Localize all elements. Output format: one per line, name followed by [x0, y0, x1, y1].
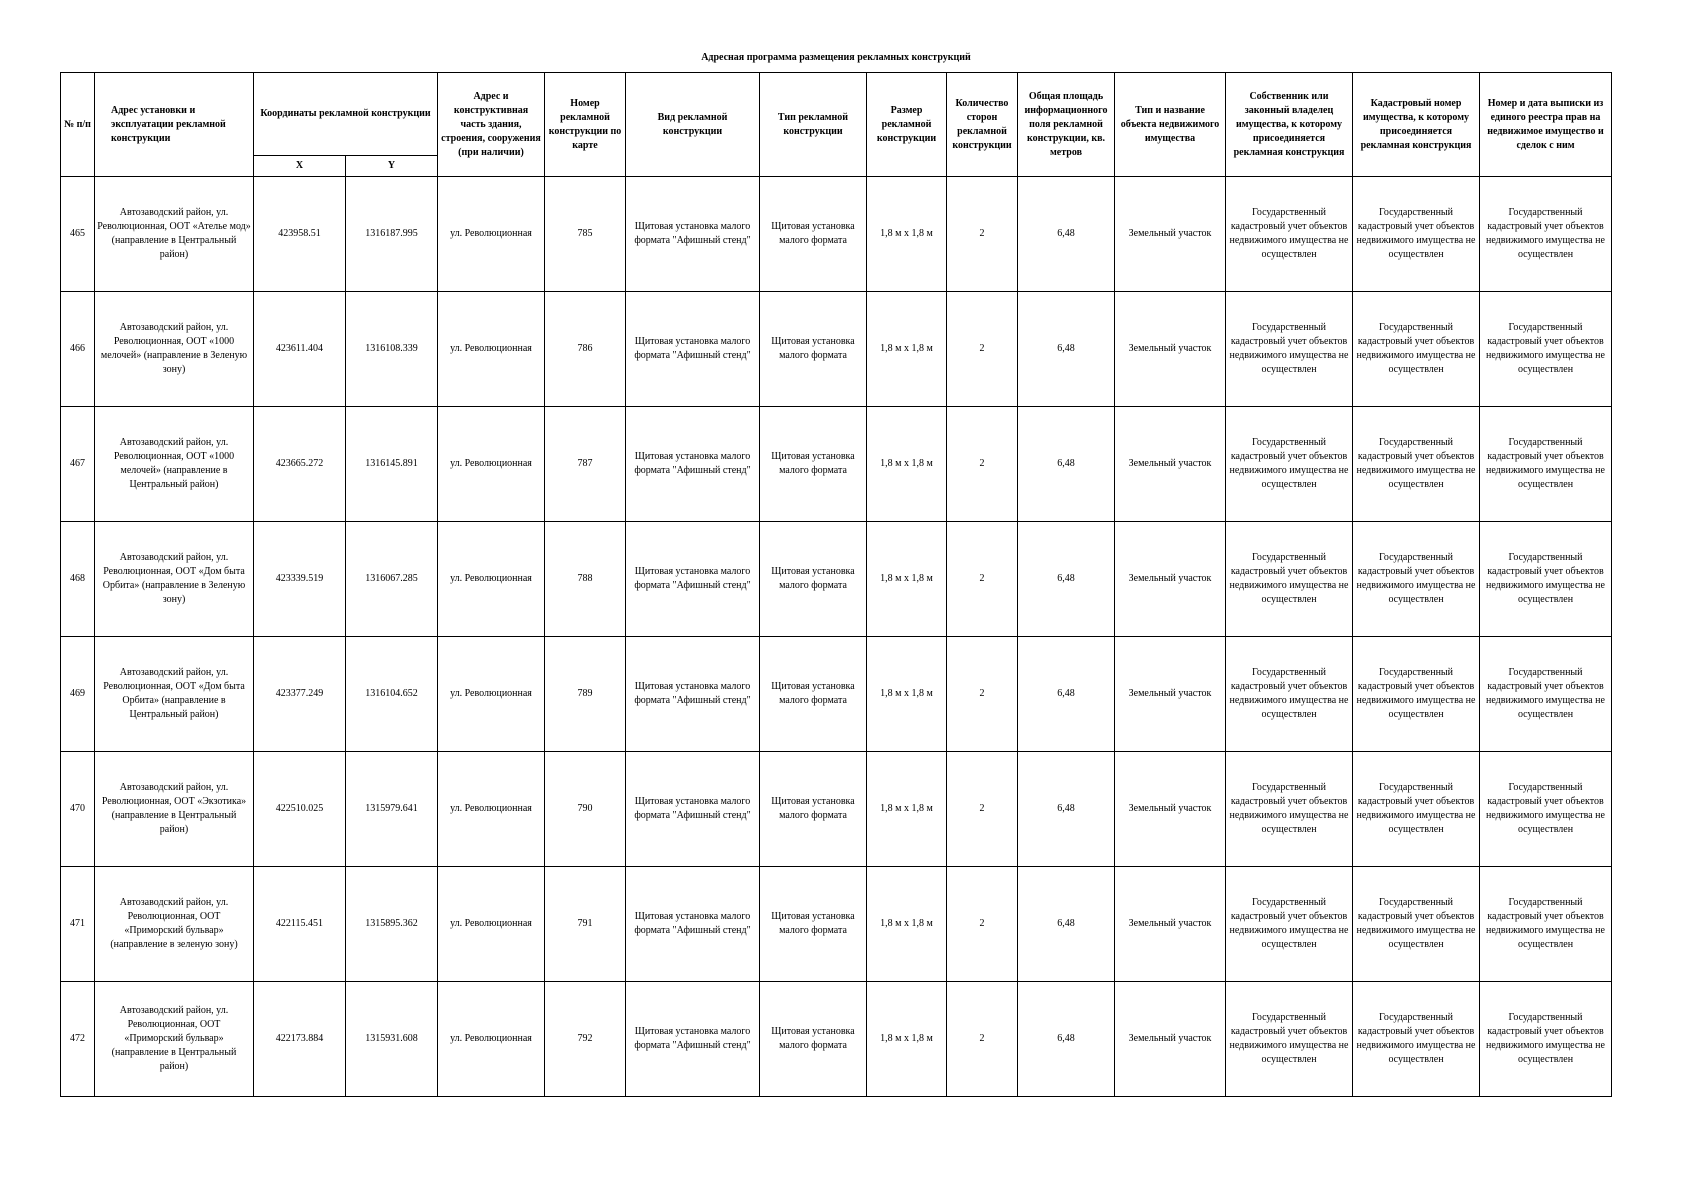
cell-part: ул. Революционная [438, 867, 545, 982]
header-property-type: Тип и название объекта недвижимого имущества [1115, 73, 1226, 177]
cell-owner: Государственный кадастровый учет объектов недвижимого имущества не осуществлен [1226, 522, 1353, 637]
cell-registry: Государственный кадастровый учет объектов недвижимого имущества не осуществлен [1480, 522, 1612, 637]
cell-kind: Щитовая установка малого формата "Афишный стенд" [626, 177, 760, 292]
cell-owner: Государственный кадастровый учет объектов недвижимого имущества не осуществлен [1226, 867, 1353, 982]
cell-coord-x: 422173.884 [254, 982, 346, 1097]
table-row [61, 522, 1612, 637]
cell-area: 6,48 [1018, 752, 1115, 867]
cell-size: 1,8 м х 1,8 м [867, 637, 947, 752]
cell-registry: Государственный кадастровый учет объектов недвижимого имущества не осуществлен [1480, 982, 1612, 1097]
header-num: № п/п [61, 73, 95, 177]
header-map-num: Номер рекламной конструкции по карте [545, 73, 626, 177]
table-row [61, 637, 1612, 752]
cell-type: Щитовая установка малого формата [760, 982, 867, 1097]
cell-cadastral: Государственный кадастровый учет объектов недвижимого имущества не осуществлен [1353, 292, 1480, 407]
cell-type: Щитовая установка малого формата [760, 522, 867, 637]
cell-num: 465 [61, 177, 95, 292]
cell-coord-x: 423665.272 [254, 407, 346, 522]
cell-area: 6,48 [1018, 982, 1115, 1097]
cell-cadastral: Государственный кадастровый учет объектов недвижимого имущества не осуществлен [1353, 407, 1480, 522]
cell-owner: Государственный кадастровый учет объектов недвижимого имущества не осуществлен [1226, 752, 1353, 867]
cell-owner: Государственный кадастровый учет объектов недвижимого имущества не осуществлен [1226, 407, 1353, 522]
cell-num: 468 [61, 522, 95, 637]
advertising-program-table [60, 72, 1612, 1097]
cell-coord-y: 1316145.891 [346, 407, 438, 522]
cell-size: 1,8 м х 1,8 м [867, 177, 947, 292]
header-type: Тип рекламной конструкции [760, 73, 867, 177]
cell-kind: Щитовая установка малого формата "Афишный стенд" [626, 407, 760, 522]
cell-cadastral: Государственный кадастровый учет объектов недвижимого имущества не осуществлен [1353, 522, 1480, 637]
cell-map-num: 789 [545, 637, 626, 752]
cell-address: Автозаводский район, ул. Революционная, ООТ «Дом быта Орбита» (направление в Центральный район) [95, 637, 254, 752]
cell-kind: Щитовая установка малого формата "Афишный стенд" [626, 637, 760, 752]
cell-sides: 2 [947, 407, 1018, 522]
cell-owner: Государственный кадастровый учет объектов недвижимого имущества не осуществлен [1226, 177, 1353, 292]
cell-cadastral: Государственный кадастровый учет объектов недвижимого имущества не осуществлен [1353, 637, 1480, 752]
cell-num: 471 [61, 867, 95, 982]
cell-size: 1,8 м х 1,8 м [867, 407, 947, 522]
table-row [61, 752, 1612, 867]
cell-coord-y: 1316108.339 [346, 292, 438, 407]
cell-cadastral: Государственный кадастровый учет объектов недвижимого имущества не осуществлен [1353, 752, 1480, 867]
header-coord-x: X [254, 156, 346, 177]
cell-map-num: 788 [545, 522, 626, 637]
table-header [61, 73, 1612, 177]
cell-kind: Щитовая установка малого формата "Афишный стенд" [626, 867, 760, 982]
header-coords: Координаты рекламной конструкции [254, 73, 438, 156]
cell-property-type: Земельный участок [1115, 867, 1226, 982]
cell-part: ул. Революционная [438, 522, 545, 637]
cell-map-num: 786 [545, 292, 626, 407]
cell-part: ул. Революционная [438, 637, 545, 752]
cell-map-num: 785 [545, 177, 626, 292]
cell-sides: 2 [947, 637, 1018, 752]
header-cadastral: Кадастровый номер имущества, к которому присоединяется рекламная конструкция [1353, 73, 1480, 177]
cell-num: 472 [61, 982, 95, 1097]
cell-coord-y: 1316187.995 [346, 177, 438, 292]
cell-area: 6,48 [1018, 522, 1115, 637]
cell-property-type: Земельный участок [1115, 177, 1226, 292]
cell-owner: Государственный кадастровый учет объектов недвижимого имущества не осуществлен [1226, 292, 1353, 407]
table-row [61, 177, 1612, 292]
cell-size: 1,8 м х 1,8 м [867, 522, 947, 637]
cell-kind: Щитовая установка малого формата "Афишный стенд" [626, 522, 760, 637]
cell-num: 470 [61, 752, 95, 867]
cell-sides: 2 [947, 752, 1018, 867]
cell-part: ул. Революционная [438, 292, 545, 407]
cell-coord-y: 1315895.362 [346, 867, 438, 982]
cell-address: Автозаводский район, ул. Революционная, ООТ «Экзотика» (направление в Центральный район) [95, 752, 254, 867]
cell-type: Щитовая установка малого формата [760, 752, 867, 867]
cell-property-type: Земельный участок [1115, 407, 1226, 522]
cell-registry: Государственный кадастровый учет объектов недвижимого имущества не осуществлен [1480, 867, 1612, 982]
cell-part: ул. Революционная [438, 177, 545, 292]
cell-cadastral: Государственный кадастровый учет объектов недвижимого имущества не осуществлен [1353, 867, 1480, 982]
cell-part: ул. Революционная [438, 982, 545, 1097]
cell-coord-x: 423958.51 [254, 177, 346, 292]
cell-area: 6,48 [1018, 292, 1115, 407]
cell-address: Автозаводский район, ул. Революционная, ООТ «1000 мелочей» (направление в Центральный район) [95, 407, 254, 522]
cell-map-num: 790 [545, 752, 626, 867]
cell-owner: Государственный кадастровый учет объектов недвижимого имущества не осуществлен [1226, 637, 1353, 752]
cell-property-type: Земельный участок [1115, 982, 1226, 1097]
cell-registry: Государственный кадастровый учет объектов недвижимого имущества не осуществлен [1480, 177, 1612, 292]
cell-registry: Государственный кадастровый учет объектов недвижимого имущества не осуществлен [1480, 637, 1612, 752]
cell-part: ул. Революционная [438, 752, 545, 867]
cell-type: Щитовая установка малого формата [760, 407, 867, 522]
cell-coord-y: 1316067.285 [346, 522, 438, 637]
cell-address: Автозаводский район, ул. Революционная, ООТ «1000 мелочей» (направление в Зеленую зону) [95, 292, 254, 407]
header-owner: Собственник или законный владелец имущества, к которому присоединяется рекламная конструкция [1226, 73, 1353, 177]
cell-type: Щитовая установка малого формата [760, 637, 867, 752]
cell-address: Автозаводский район, ул. Революционная, ООТ «Ателье мод» (направление в Центральный район) [95, 177, 254, 292]
cell-map-num: 792 [545, 982, 626, 1097]
cell-kind: Щитовая установка малого формата "Афишный стенд" [626, 752, 760, 867]
cell-coord-x: 423377.249 [254, 637, 346, 752]
cell-address: Автозаводский район, ул. Революционная, ООТ «Приморский бульвар» (направление в Центральный район) [95, 982, 254, 1097]
cell-coord-x: 423339.519 [254, 522, 346, 637]
header-area: Общая площадь информационного поля рекламной конструкции, кв. метров [1018, 73, 1115, 177]
cell-property-type: Земельный участок [1115, 752, 1226, 867]
cell-coord-x: 422510.025 [254, 752, 346, 867]
cell-registry: Государственный кадастровый учет объектов недвижимого имущества не осуществлен [1480, 752, 1612, 867]
cell-area: 6,48 [1018, 407, 1115, 522]
cell-address: Автозаводский район, ул. Революционная, ООТ «Приморский бульвар» (направление в зеленую зону) [95, 867, 254, 982]
header-address: Адрес установки и эксплуатации рекламной конструкции [95, 73, 254, 177]
cell-property-type: Земельный участок [1115, 637, 1226, 752]
header-size: Размер рекламной конструкции [867, 73, 947, 177]
cell-sides: 2 [947, 867, 1018, 982]
cell-coord-y: 1315979.641 [346, 752, 438, 867]
document-title: Адресная программа размещения рекламных конструкций [701, 52, 971, 63]
cell-coord-x: 422115.451 [254, 867, 346, 982]
header-sides: Количество сторон рекламной конструкции [947, 73, 1018, 177]
table-row [61, 982, 1612, 1097]
table-row [61, 867, 1612, 982]
cell-size: 1,8 м х 1,8 м [867, 292, 947, 407]
header-registry: Номер и дата выписки из единого реестра прав на недвижимое имущество и сделок с ним [1480, 73, 1612, 177]
cell-num: 467 [61, 407, 95, 522]
cell-num: 469 [61, 637, 95, 752]
cell-size: 1,8 м х 1,8 м [867, 867, 947, 982]
cell-sides: 2 [947, 292, 1018, 407]
cell-num: 466 [61, 292, 95, 407]
header-coord-y: Y [346, 156, 438, 177]
cell-property-type: Земельный участок [1115, 292, 1226, 407]
cell-sides: 2 [947, 522, 1018, 637]
header-kind: Вид рекламной конструкции [626, 73, 760, 177]
cell-cadastral: Государственный кадастровый учет объектов недвижимого имущества не осуществлен [1353, 982, 1480, 1097]
table-body [61, 177, 1612, 1097]
cell-area: 6,48 [1018, 637, 1115, 752]
cell-map-num: 791 [545, 867, 626, 982]
cell-sides: 2 [947, 177, 1018, 292]
cell-property-type: Земельный участок [1115, 522, 1226, 637]
cell-coord-y: 1316104.652 [346, 637, 438, 752]
cell-sides: 2 [947, 982, 1018, 1097]
cell-owner: Государственный кадастровый учет объектов недвижимого имущества не осуществлен [1226, 982, 1353, 1097]
cell-type: Щитовая установка малого формата [760, 177, 867, 292]
cell-kind: Щитовая установка малого формата "Афишный стенд" [626, 982, 760, 1097]
cell-coord-y: 1315931.608 [346, 982, 438, 1097]
cell-registry: Государственный кадастровый учет объектов недвижимого имущества не осуществлен [1480, 292, 1612, 407]
cell-coord-x: 423611.404 [254, 292, 346, 407]
cell-type: Щитовая установка малого формата [760, 867, 867, 982]
cell-address: Автозаводский район, ул. Революционная, ООТ «Дом быта Орбита» (направление в Зеленую зону) [95, 522, 254, 637]
header-part: Адрес и конструктивная часть здания, строения, сооружения (при наличии) [438, 73, 545, 177]
cell-kind: Щитовая установка малого формата "Афишный стенд" [626, 292, 760, 407]
cell-area: 6,48 [1018, 867, 1115, 982]
cell-type: Щитовая установка малого формата [760, 292, 867, 407]
cell-map-num: 787 [545, 407, 626, 522]
cell-size: 1,8 м х 1,8 м [867, 982, 947, 1097]
table-row [61, 292, 1612, 407]
cell-registry: Государственный кадастровый учет объектов недвижимого имущества не осуществлен [1480, 407, 1612, 522]
cell-size: 1,8 м х 1,8 м [867, 752, 947, 867]
cell-part: ул. Революционная [438, 407, 545, 522]
cell-cadastral: Государственный кадастровый учет объектов недвижимого имущества не осуществлен [1353, 177, 1480, 292]
table-row [61, 407, 1612, 522]
cell-area: 6,48 [1018, 177, 1115, 292]
